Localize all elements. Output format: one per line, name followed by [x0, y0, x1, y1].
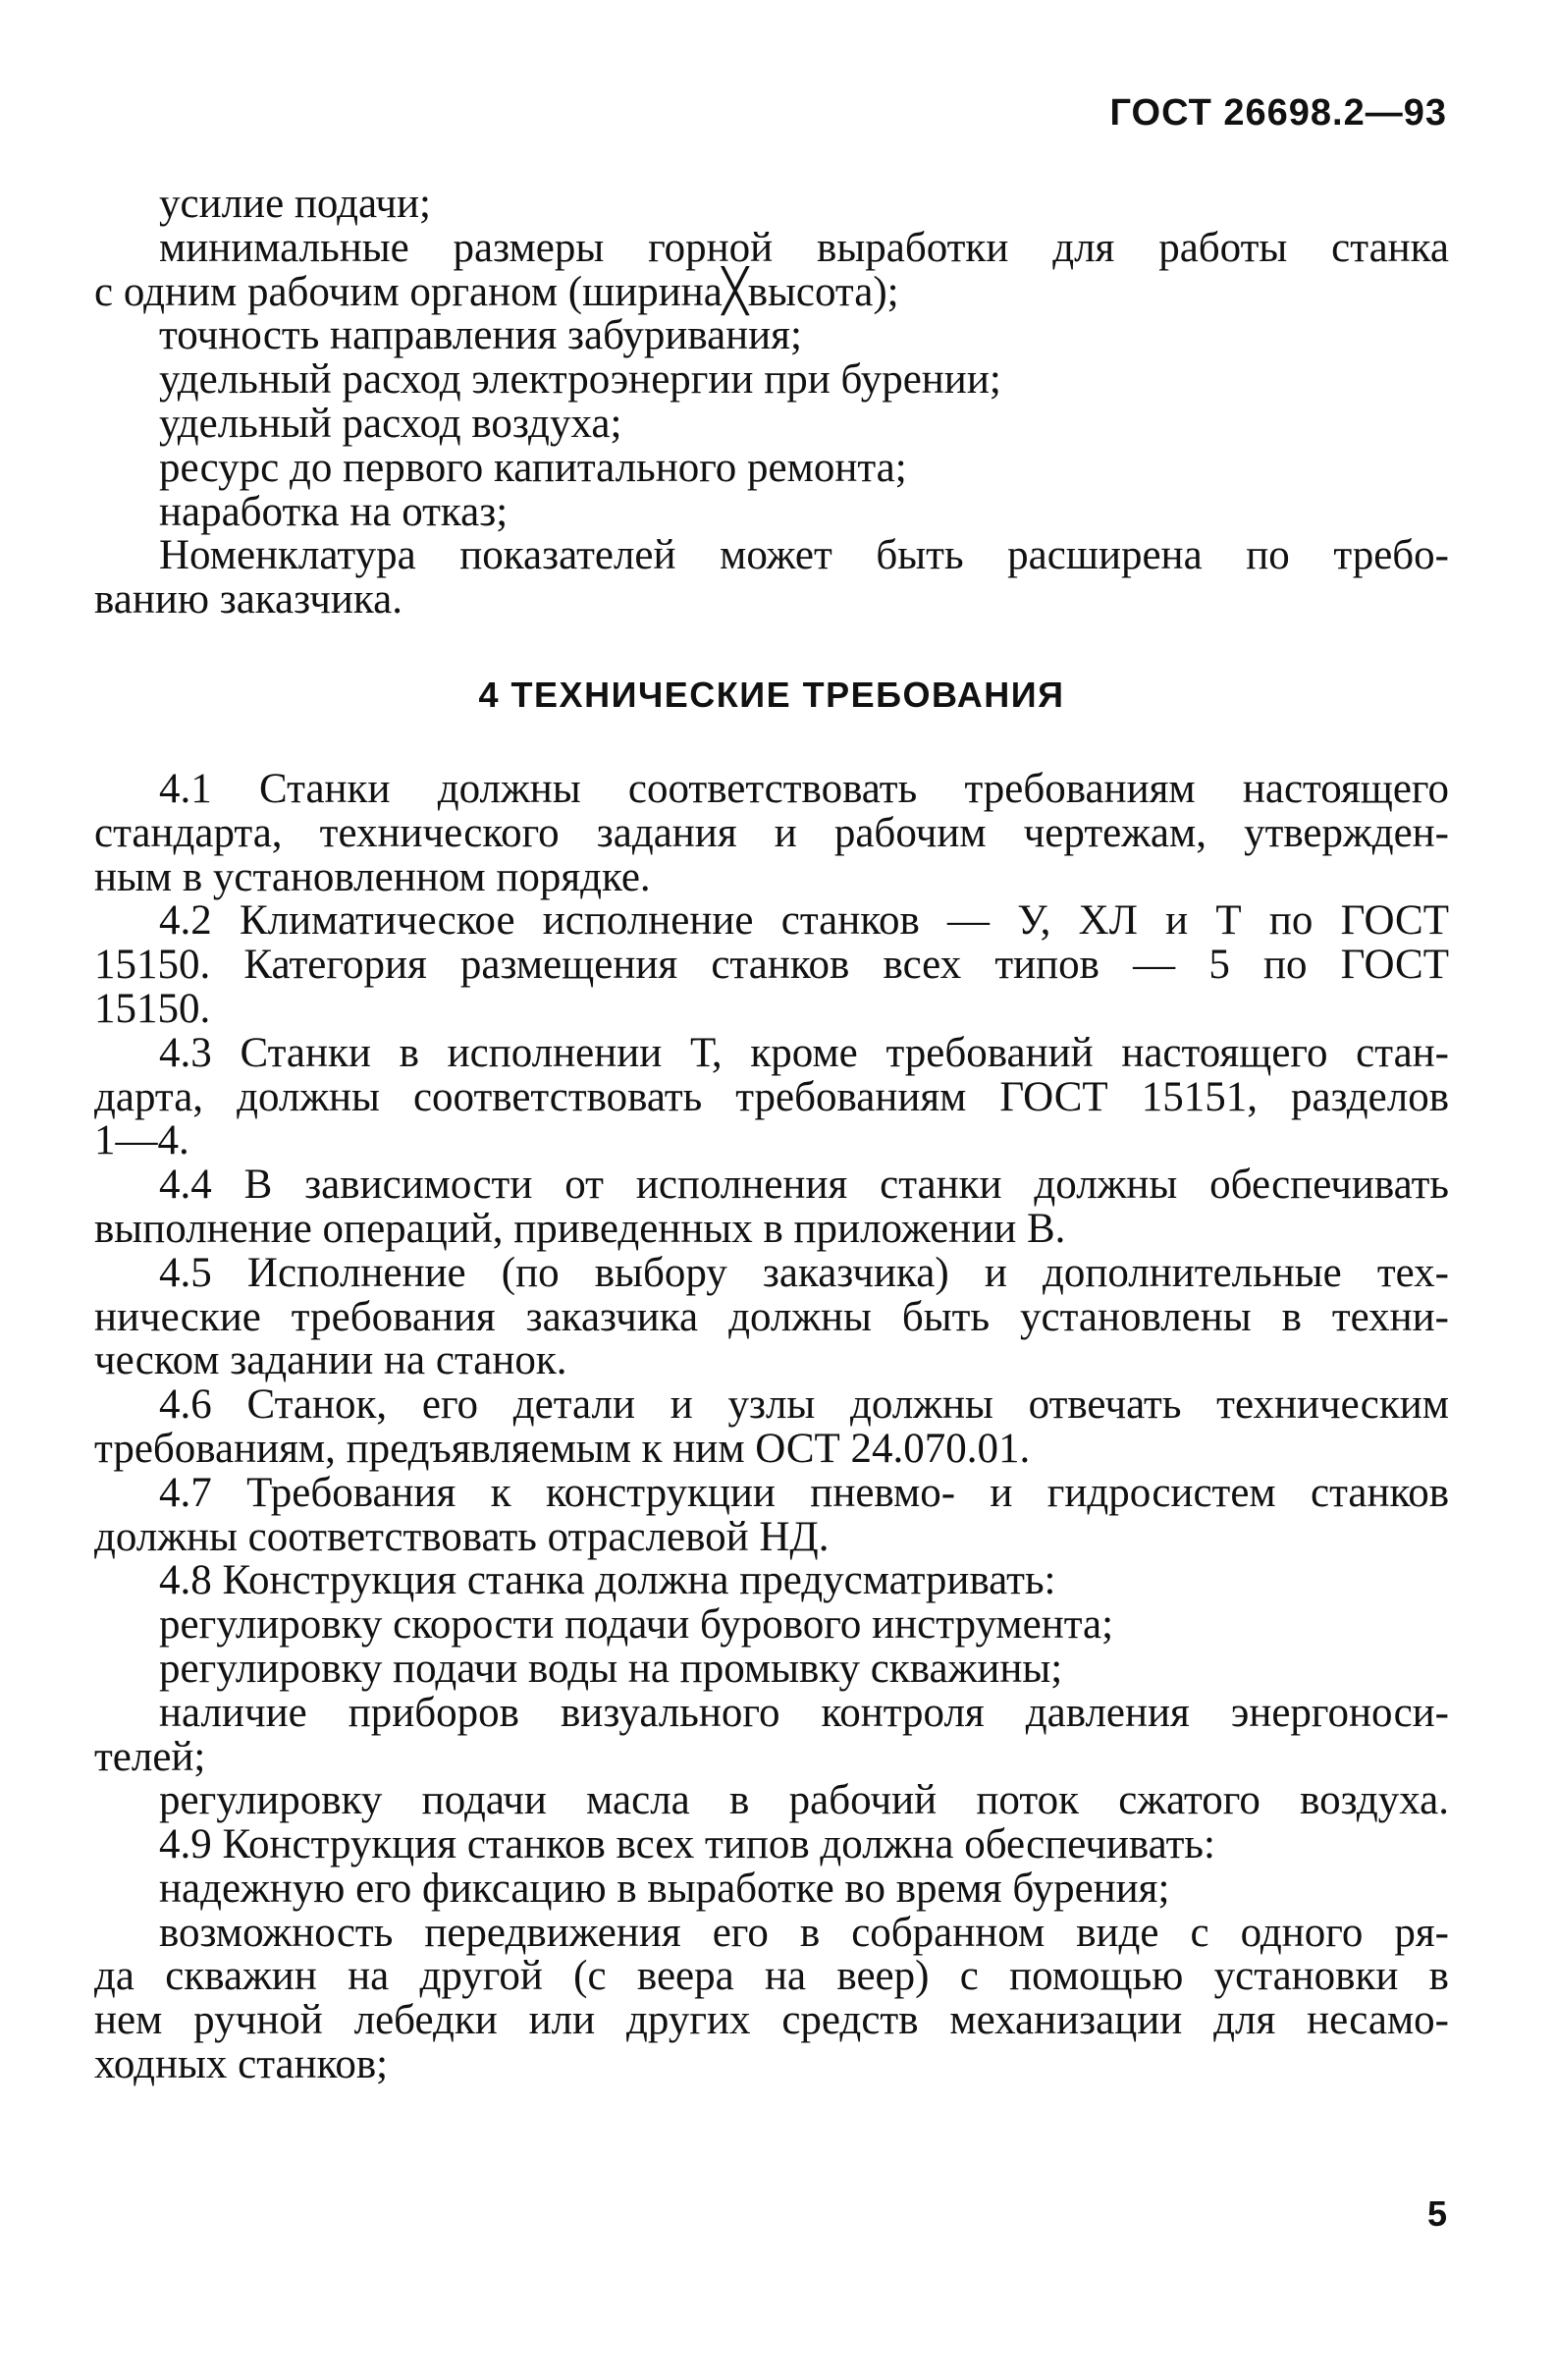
- page-content: [94, 183, 1449, 2087]
- text-line: должны соответствовать отраслевой НД.: [94, 1513, 830, 1560]
- text-line: Номенклатура показателей может быть расширена по требо-: [159, 532, 1449, 579]
- text-line: с одним рабочим органом (ширина╳высота);: [94, 268, 899, 315]
- text-line: надежную его фиксацию в выработке во время бурения;: [159, 1865, 1170, 1912]
- text-line: 4.8 Конструкция станка должна предусматривать:: [159, 1557, 1056, 1604]
- text-line: 4.1 Станки должны соответствовать требованиям настоящего: [159, 765, 1449, 812]
- text-line: ческом задании на станок.: [94, 1337, 567, 1384]
- text-line: 4.2 Климатическое исполнение станков — У, ХЛ и Т по ГОСТ: [159, 897, 1449, 945]
- text-line: удельный расход электроэнергии при бурении;: [159, 356, 1001, 404]
- text-line: регулировку скорости подачи бурового инструмента;: [159, 1601, 1114, 1649]
- text-line: требованиям, предъявляемым к ним ОСТ 24.070.01.: [94, 1425, 1031, 1472]
- text-line: регулировку подачи масла в рабочий поток сжатого воздуха.: [159, 1777, 1449, 1824]
- text-line: 4.4 В зависимости от исполнения станки должны обеспечивать: [159, 1162, 1449, 1209]
- text-line: ным в установленном порядке.: [94, 853, 651, 900]
- text-line: да скважин на другой (с веера на веер) с помощью установки в: [94, 1953, 1449, 2000]
- text-line: нические требования заказчика должны быть установлены в техни-: [94, 1293, 1449, 1340]
- text-line: выполнение операций, приведенных в приложении В.: [94, 1205, 1066, 1252]
- section-heading: 4 ТЕХНИЧЕСКИЕ ТРЕБОВАНИЯ: [478, 674, 1065, 715]
- text-line: 4.6 Станок, его детали и узлы должны отвечать техническим: [159, 1381, 1449, 1429]
- text-line: нем ручной лебедки или других средств механизации для несамо-: [94, 1997, 1449, 2044]
- text-line: возможность передвижения его в собранном виде с одного ря-: [159, 1909, 1449, 1956]
- standard-header: ГОСТ 26698.2—93: [1109, 92, 1447, 134]
- text-line: 1—4.: [94, 1117, 189, 1164]
- text-line: регулировку подачи воды на промывку скважины;: [159, 1645, 1063, 1692]
- text-line: минимальные размеры горной выработки для работы станка: [159, 224, 1449, 271]
- text-line: 4.9 Конструкция станков всех типов должна обеспечивать:: [159, 1821, 1215, 1868]
- text-line: наработка на отказ;: [159, 488, 509, 535]
- text-line: дарта, должны соответствовать требованиям ГОСТ 15151, разделов: [94, 1073, 1449, 1120]
- text-line: телей;: [94, 1733, 206, 1780]
- text-line: 4.3 Станки в исполнении Т, кроме требований настоящего стан-: [159, 1029, 1449, 1076]
- text-line: 4.7 Требования к конструкции пневмо- и гидросистем станков: [159, 1469, 1449, 1516]
- text-line: 15150. Категория размещения станков всех типов — 5 по ГОСТ: [94, 942, 1449, 989]
- text-line: ванию заказчика.: [94, 576, 402, 623]
- text-line: ресурс до первого капитального ремонта;: [159, 444, 907, 491]
- text-line: точность направления забуривания;: [159, 312, 802, 359]
- text-line: ходных станков;: [94, 2041, 389, 2088]
- text-line: 4.5 Исполнение (по выбору заказчика) и дополнительные тех-: [159, 1249, 1449, 1296]
- text-line: удельный расход воздуха;: [159, 400, 622, 447]
- text-line: стандарта, технического задания и рабочим чертежам, утвержден-: [94, 809, 1449, 856]
- page-number: 5: [1426, 2193, 1447, 2234]
- text-line: усилие подачи;: [159, 181, 432, 227]
- text-line: 15150.: [94, 985, 211, 1032]
- text-line: наличие приборов визуального контроля давления энергоноси-: [159, 1689, 1449, 1736]
